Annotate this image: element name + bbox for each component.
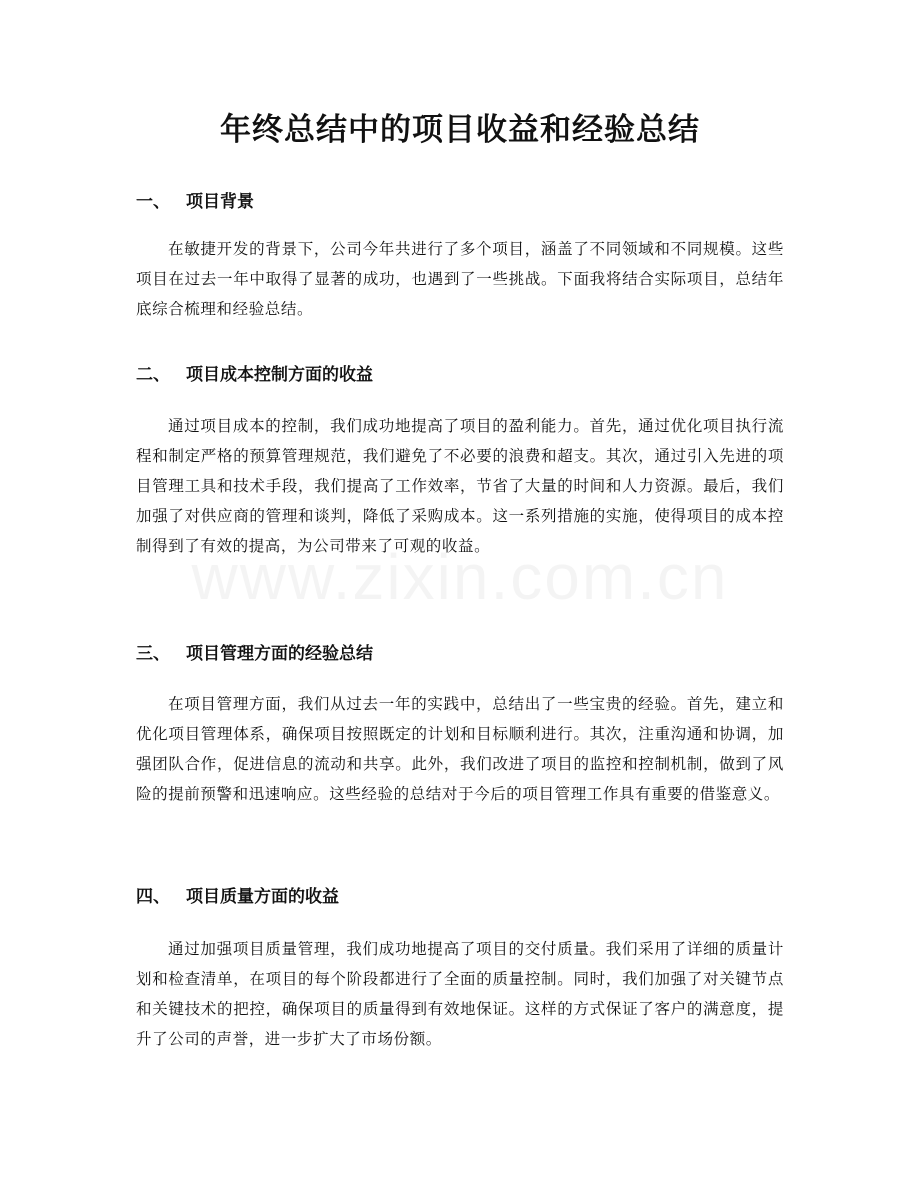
section-body-management: 在项目管理方面，我们从过去一年的实践中，总结出了一些宝贵的经验。首先，建立和优化项目管理体系，确保项目按照既定的计划和目标顺利进行。其次，注重沟通和协调，加强团队合作，促进信息的流动和共享。此外，我们改进了项目的监控和控制机制，做到了风险的提前预警和迅速响应。这些经验的总结对于今后的项目管理工作具有重要的借鉴意义。	[136, 695, 784, 803]
section-body-cost-control: 通过项目成本的控制，我们成功地提高了项目的盈利能力。首先，通过优化项目执行流程和制定严格的预算管理规范，我们避免了不必要的浪费和超支。其次，通过引入先进的项目管理工具和技术手段，我们提高了工作效率，节省了大量的时间和人力资源。最后，我们加强了对供应商的管理和谈判，降低了采购成本。这一系列措施的实施，使得项目的成本控制得到了有效的提高，为公司带来了可观的收益。	[136, 417, 784, 555]
section-body-background: 在敏捷开发的背景下，公司今年共进行了多个项目，涵盖了不同领域和不同规模。这些项目在过去一年中取得了显著的成功，也遇到了一些挑战。下面我将结合实际项目，总结年底综合梳理和经验总结。	[136, 240, 784, 318]
section-number: 二、	[136, 365, 170, 385]
section-heading-text: 项目管理方面的经验总结	[186, 644, 373, 664]
section-body-quality: 通过加强项目质量管理，我们成功地提高了项目的交付质量。我们采用了详细的质量计划和检查清单，在项目的每个阶段都进行了全面的质量控制。同时，我们加强了对关键节点和关键技术的把控，确保项目的质量得到有效地保证。这样的方式保证了客户的满意度，提升了公司的声誉，进一步扩大了市场份额。	[136, 940, 784, 1048]
section-number: 四、	[136, 887, 170, 907]
section-heading-background	[136, 188, 254, 216]
section-heading-text: 项目成本控制方面的收益	[186, 365, 373, 385]
section-heading-cost-control	[136, 361, 373, 389]
section-heading-management	[136, 640, 373, 668]
section-heading-text: 项目背景	[186, 192, 254, 212]
section-heading-quality	[136, 883, 339, 911]
document-title: 年终总结中的项目收益和经验总结	[220, 112, 700, 148]
section-number: 三、	[136, 644, 170, 664]
section-number: 一、	[136, 192, 170, 212]
section-heading-text: 项目质量方面的收益	[186, 887, 339, 907]
